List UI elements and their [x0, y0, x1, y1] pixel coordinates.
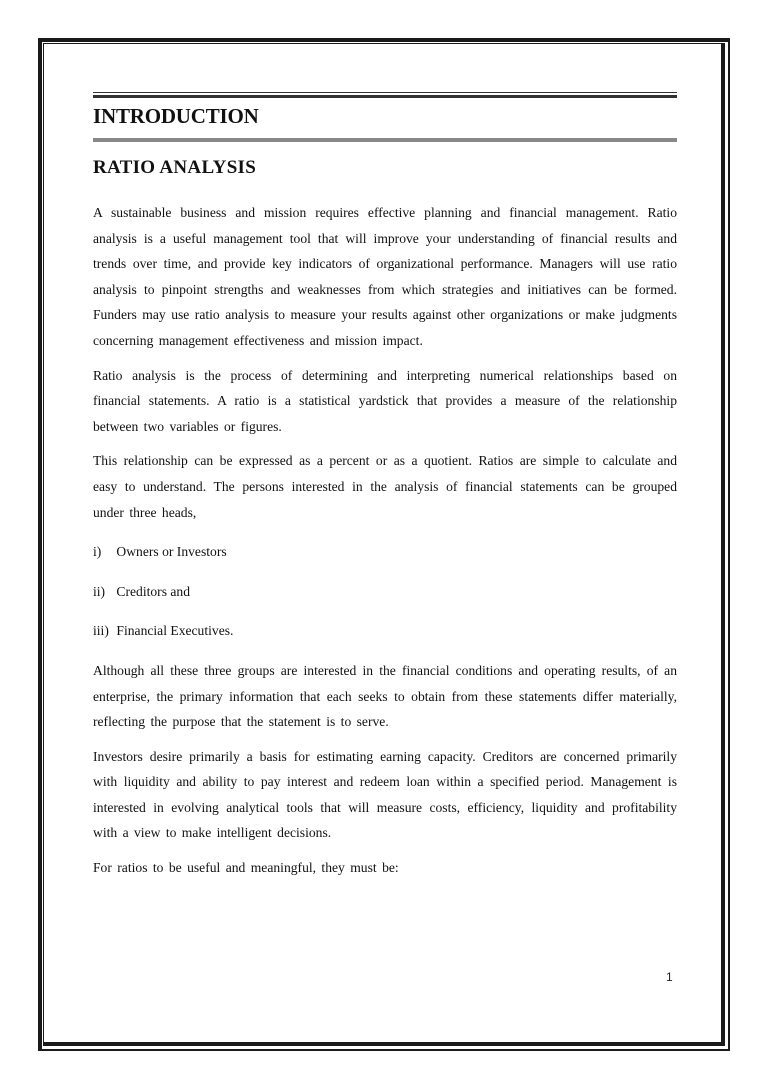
- list-item-text: Creditors and: [116, 583, 191, 599]
- list-item-text: Owners or Investors: [116, 544, 227, 560]
- paragraph-intro: A sustainable business and mission requires effective planning and financial management. Ratio analysis is a useful management tool that will improve your understanding of financial results and trends over time, and provide key indicators of organizational performance. Managers will use ratio analysis to pinpoint strengths and weaknesses from which strategies and initiatives can be formed. Funders may use ratio analysis to measure your results against other organizations or make judgments concerning management effectiveness and mission impact.: [93, 205, 677, 348]
- paragraph-groups: This relationship can be expressed as a percent or as a quotient. Ratios are simple to calculate and easy to understand. The persons interested in the analysis of financial statements can be grouped under three heads,: [93, 453, 677, 520]
- list-marker: i): [93, 544, 102, 560]
- list-item: [93, 579, 677, 605]
- paragraph-definition: Ratio analysis is the process of determining and interpreting numerical relationships based on financial statements. A ratio is a statistical yardstick that provides a measure of the relationship between two variables or figures.: [93, 367, 677, 434]
- document-body: [93, 92, 677, 890]
- list-marker: ii): [93, 583, 106, 599]
- list-item-text: Financial Executives.: [116, 623, 234, 639]
- page-heading: INTRODUCTION: [93, 104, 259, 128]
- list-item: [93, 618, 677, 644]
- heading-top-rule: [93, 92, 677, 98]
- section-subheading: RATIO ANALYSIS: [93, 157, 257, 178]
- paragraph-stakeholder-needs: Investors desire primarily a basis for estimating earning capacity. Creditors are concerned primarily with liquidity and ability to pay interest and redeem loan within a specified period. Management is interested in evolving analytical tools that will measure costs, efficiency, liquidity and profitability with a view to make intelligent decisions.: [93, 748, 677, 841]
- paragraph-ratio-usefulness: For ratios to be useful and meaningful, they must be:: [93, 860, 399, 876]
- page-number: 1: [666, 970, 673, 984]
- list-item: [93, 539, 677, 565]
- list-marker: iii): [93, 623, 109, 639]
- paragraph-groups-interest: Although all these three groups are interested in the financial conditions and operating results, of an enterprise, the primary information that each seeks to obtain from these statements differ materially, reflecting the purpose that the statement is to serve.: [93, 662, 677, 730]
- heading-bottom-rule: [93, 138, 677, 142]
